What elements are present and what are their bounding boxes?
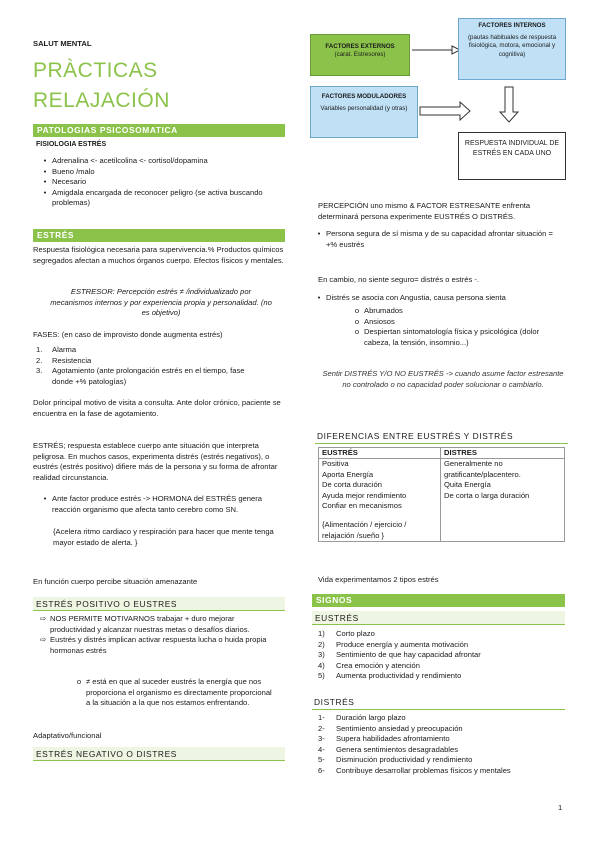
angustia-sublist [350, 306, 565, 348]
list-item: 1) Corto plazo [318, 629, 375, 638]
list-item: 3) Sentimiento de que hay capacidad afrontar [318, 650, 481, 660]
estres-paragraph-3: ESTRÉS; respuesta establece cuerpo ante situación que interpreta peligrosa. En muchos casos, experimenta distrés (estrés negativos), o eustrés (estrés positivo) difiere más de la persona y su forma de afrontar realidad circunstancia. [33, 441, 278, 482]
distres-quote: Sentir DISTRÉS Y/O NO EUSTRÉS -> cuando asume factor estresante no controlado o no capacidad poder solucionar o cambiarlo. [322, 369, 564, 389]
list-item: 4- Genera sentimientos desagradables [318, 744, 458, 754]
list-item: • Adrenalina <- acetilcolina <- cortisol/dopamina [43, 156, 208, 165]
list-item: o Despiertan sintomatología física y psicológica (dolor cabeza, la tensión, insomnio...) [354, 327, 540, 347]
list-item: 5- Disminución productividad y rendimiento [318, 755, 473, 765]
section-heading-estres: ESTRÉS [33, 229, 285, 242]
list-item: o ≠ está en que al suceder eustrés la energía que nos proporciona el organismo es directamente proporcional a la situación a la que nos estamos enfrentando. [76, 677, 272, 708]
table-cell-distres: Generalmente no gratificante/placentero. Quita Energía De corta o larga duración [444, 459, 530, 500]
page-title-line2: RELAJACIÓN [33, 89, 170, 112]
percepcion-paragraph: PERCEPCIÓN uno mismo & FACTOR ESTRESANTE enfrenta determinará persona experimente EUSTRÉS O DISTRÉS. [318, 201, 531, 221]
section-heading-distres: ESTRÉS NEGATIVO O DISTRES [33, 747, 285, 761]
section-heading-diferencias: DIFERENCIAS ENTRE EUSTRÉS Y DISTRÉS [315, 430, 568, 444]
respuesta-box: RESPUESTA INDIVIDUAL DE ESTRÉS EN CADA UNO [458, 132, 566, 180]
seguro-bullet [312, 229, 565, 250]
eustres-footer: Adaptativo/funcional [33, 731, 102, 740]
signos-eustres-list [318, 629, 565, 682]
eustres-subitem [72, 677, 282, 709]
list-item: ⇨ NOS PERMITE MOTIVARNOS trabajar + duro mejorar productividad y alcanzar nuestras metas o desafíos diarios. [36, 614, 285, 635]
subsection-distres: DISTRÉS [312, 696, 565, 710]
list-item: 3. Agotamiento (ante prolongación estrés en el tiempo, fase donde +% patologías) [36, 366, 245, 386]
estres-paragraph-4: En función cuerpo percibe situación amenazante [33, 577, 198, 586]
list-item: 2. Resistencia [36, 355, 92, 365]
list-item: o Ansiosos [354, 316, 395, 326]
patologias-list [38, 156, 284, 209]
estresor-note: ESTRESOR: Percepción estrés ≠ /individualizado por mecanismos internos y por experiencia propia y personalidad. (no es objetivo) [50, 287, 272, 318]
subject-label: SALUT MENTAL [33, 39, 92, 48]
list-item: 1. Alarma [36, 345, 77, 354]
list-item: 2- Sentimiento ansiedad y preocupación [318, 723, 463, 733]
page-title-line1: PRÀCTICAS [33, 59, 158, 82]
arrow-right-icon: ⇨ [39, 614, 47, 623]
list-item: • Distrés se asocia con Angustia, causa persona sienta [317, 293, 506, 302]
list-item: 6- Contribuye desarrollar problemas físicos y mentales [318, 765, 511, 775]
eustres-list [36, 614, 285, 656]
list-item: • Amigdala encargada de reconocer peligro (se activa buscando problemas) [43, 187, 263, 208]
arrow-right-icon: ⇨ [39, 635, 47, 645]
list-item: o Abrumados [354, 306, 403, 315]
list-item: 5) Aumenta productividad y rendimiento [318, 671, 462, 681]
factores-moduladores-box: FACTORES MODULADORES Variables personalidad (y otras) [310, 86, 418, 138]
fases-list [36, 345, 285, 387]
list-item: 1- Duración largo plazo [318, 713, 406, 722]
section-heading-patologias: PATOLOGIAS PSICOSOMATICA [33, 124, 285, 137]
page-number: 1 [558, 803, 563, 812]
hormona-bullet-note: {Acelera ritmo cardiaco y respiración para hacer que mente tenga mayor estado de alerta. } [53, 527, 274, 547]
list-item: 2) Produce energía y aumenta motivación [318, 639, 469, 649]
vida-paragraph: Vida experimentamos 2 tipos estrés [318, 575, 439, 584]
list-item: • Necesario [43, 177, 87, 187]
list-item: • Ante factor produce estrés -> HORMONA del ESTRÉS genera reacción organismo que afecta tanto cerebro como SN. [43, 494, 262, 514]
subheading-fisiologia: FISIOLOGIA ESTRÉS [36, 141, 107, 148]
subsection-eustres: EUSTRÉS [312, 611, 565, 625]
hormona-bullet [38, 494, 278, 515]
fases-intro: FASES: (en caso de improvisto donde augmenta estrés) [33, 330, 223, 339]
list-item: • Bueno /malo [43, 166, 95, 176]
no-seguro-paragraph: En cambio, no siente seguro= distrés o estrés -. [318, 275, 480, 284]
list-item: 3- Supera habilidades afrontamiento [318, 734, 450, 744]
signos-distres-list [318, 713, 565, 777]
diferencias-table [318, 447, 565, 542]
list-item: 4) Crea emoción y atención [318, 660, 420, 670]
list-item: ⇨ Eustrés y distrés implican activar respuesta lucha o huida propia hormonas estrés [36, 635, 285, 656]
angustia-bullet [312, 293, 565, 304]
section-heading-signos: SIGNOS [312, 594, 565, 607]
estres-paragraph-2: Dolor principal motivo de visita a consulta. Ante dolor crónico, paciente se encuentra en la fase de agotamiento. [33, 398, 281, 418]
estres-paragraph-1: Respuesta fisiológica necesaria para supervivencia.% Productos químicos segregados afectan a muchos órganos cuerpo. Efectos físicos y mentales. [33, 245, 284, 265]
table-header-eustres: EUSTRÉS [319, 448, 441, 459]
table-cell-eustres: Positiva Aporta Energía De corta duración Ayuda mejor rendimiento Confiar en mecanismos {Alimentación / ejercicio / relajación /sueño } [319, 459, 441, 542]
section-heading-eustres: ESTRÉS POSITIVO O EUSTRES [33, 597, 285, 611]
factores-internos-box: FACTORES INTERNOS (pautas habituales de respuesta fisiológica, motora, emocional y cognitiva) [458, 18, 566, 80]
table-header-distres: DISTRES [441, 448, 565, 459]
list-item: • Persona segura de sí misma y de su capacidad afrontar situación = +% eustrés [317, 229, 553, 249]
factores-externos-box: FACTORES EXTERNOS (carat. Estresores) [310, 34, 410, 76]
